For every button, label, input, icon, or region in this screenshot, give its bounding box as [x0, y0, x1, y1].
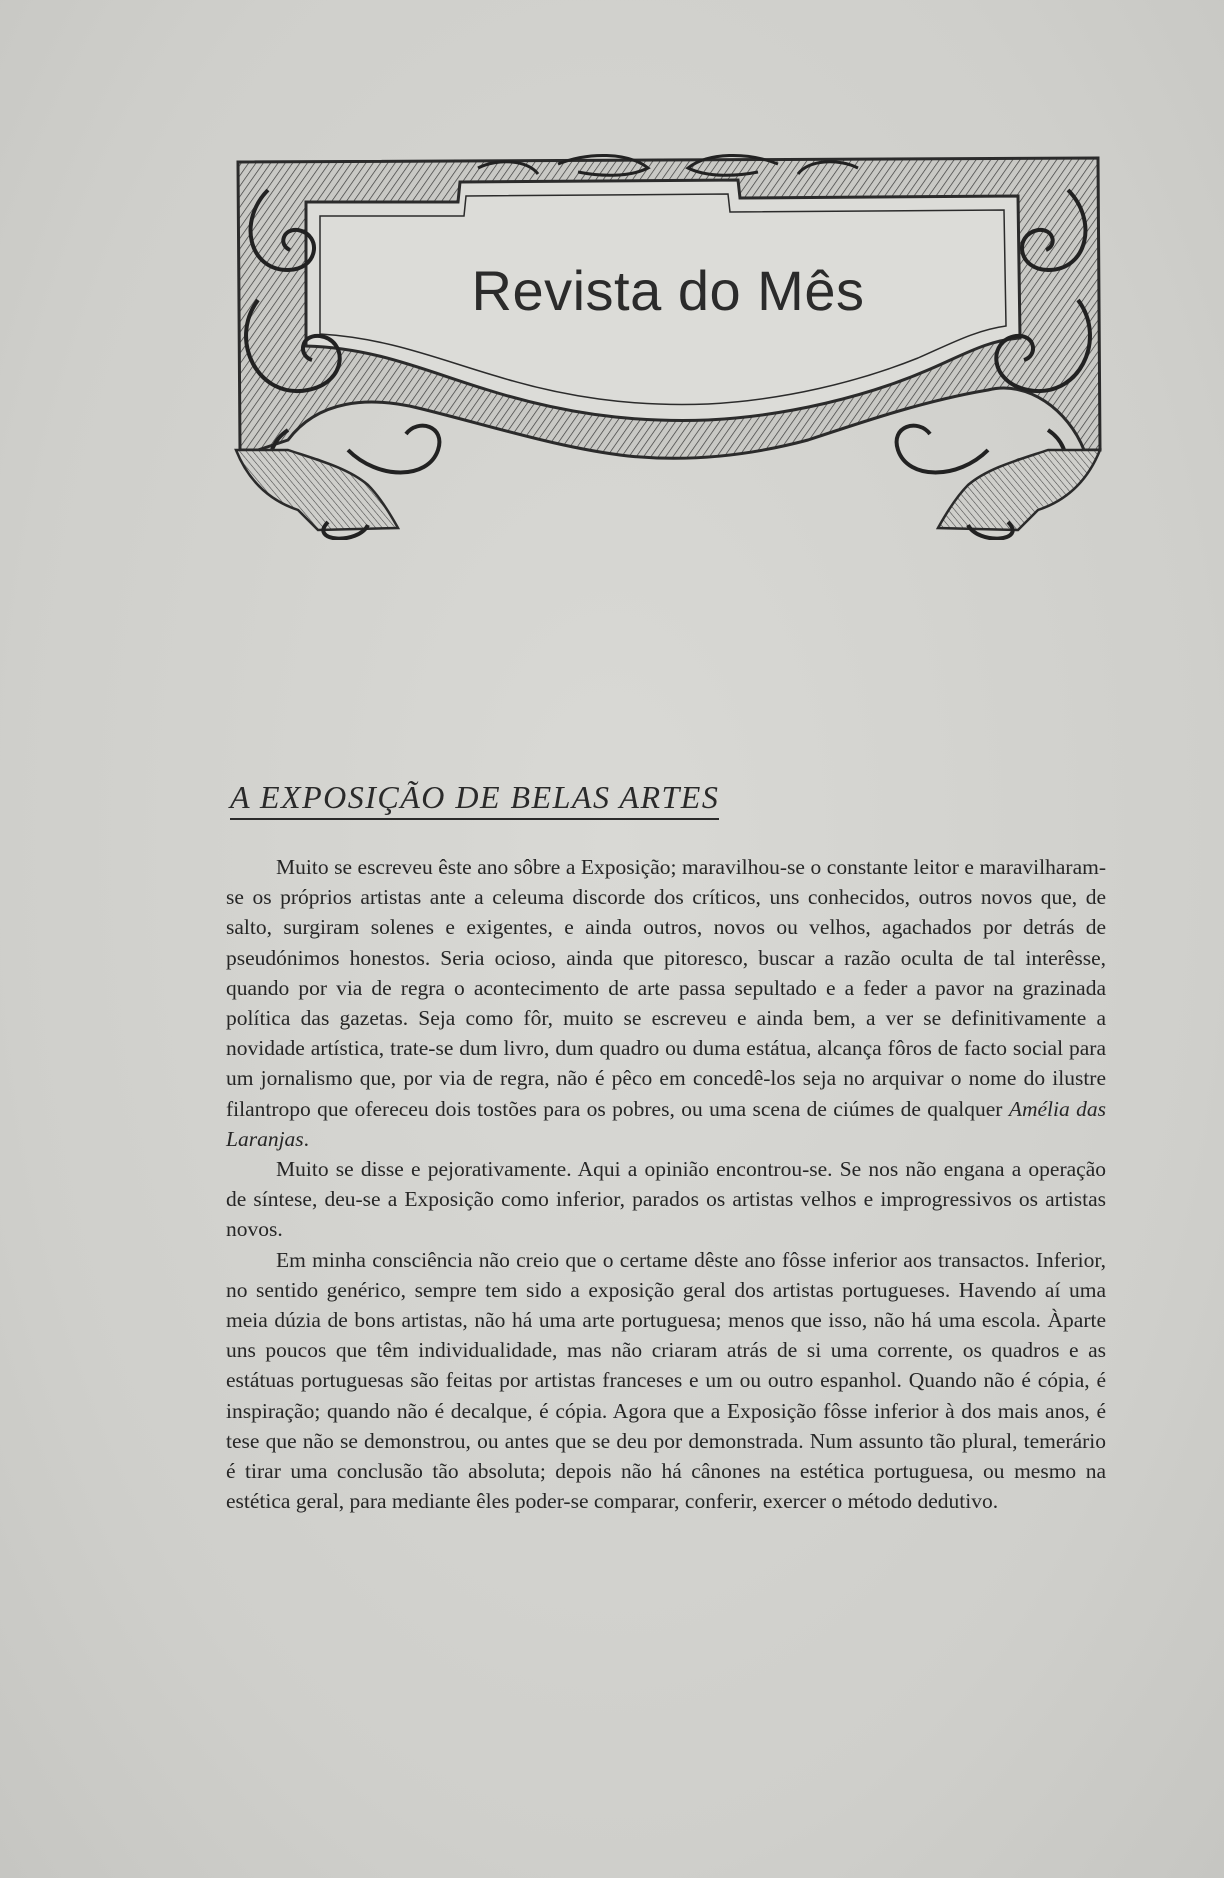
masthead-ornament: [228, 150, 1108, 540]
paragraph-1: [226, 852, 1106, 1154]
article-body: [226, 852, 1106, 1516]
paragraph-2-text: Muito se disse e pejorativamente. Aqui a opinião encontrou-se. Se nos não engana a operação de síntese, deu-se a Exposição como inferior, parados os artistas velhos e improgressivos os artistas novos.: [226, 1157, 1106, 1242]
paragraph-1-emphasis: Amélia das Laranjas: [226, 1096, 1106, 1151]
paragraph-1-text: Muito se escreveu êste ano sôbre a Exposição; maravilhou-se o constante leitor e maravilharam-se os próprios artistas ante a celeuma discorde dos críticos, uns conhecidos, outros novos que, de salto, surgiram solenes e exigentes, e ainda outros, novos ou velhos, agachados por detrás de pseudónimos honestos. Seria ocioso, ainda que pitoresco, buscar a razão oculta de tal interêsse, quando por via de regra o acontecimento de arte passa sepultado e a feder a pavor na grazinada política das gazetas. Seja como fôr, muito se escreveu e ainda bem, a ver se definitivamente a novidade artística, trate-se dum livro, dum quadro ou duma estátua, alcança fôros de facto social para um jornalismo que, por via de regra, não é pêco em concedê-los seja no arquivar o nome do ilustre filantropo que ofereceu dois tostões para os pobres, ou uma scena de ciúmes de qualquer: [226, 855, 1106, 1121]
ornamental-frame-icon: [228, 150, 1108, 540]
masthead-title: Revista do Mês: [471, 259, 865, 322]
paragraph-1-end: .: [303, 1126, 310, 1151]
paragraph-3: [226, 1245, 1106, 1517]
paragraph-3-text: Em minha consciência não creio que o certame dêste ano fôsse inferior aos transactos. Inferior, no sentido genérico, sempre tem sido a exposição geral dos artistas portugueses. Havendo aí uma meia dúzia de bons artistas, não há uma arte portuguesa; menos que isso, não há uma escola. Àparte uns poucos que têm individualidade, mas não criaram atrás de si uma corrente, os quadros e as estátuas portuguesas são feitas por artistas franceses e um ou outro espanhol. Quando não é cópia, é inspiração; quando não é decalque, é cópia. Agora que a Exposição fôsse inferior à dos mais anos, é tese que não se demonstrou, ou antes que se deu por demonstrada. Num assunto tão plural, temerário é tirar uma conclusão tão absoluta; depois não há cânones na estética portuguesa, ou mesmo na estética geral, para mediante êles poder-se comparar, conferir, exercer o método dedutivo.: [226, 1247, 1106, 1514]
article-title: A EXPOSIÇÃO DE BELAS ARTES: [230, 778, 719, 820]
paragraph-2: [226, 1154, 1106, 1245]
